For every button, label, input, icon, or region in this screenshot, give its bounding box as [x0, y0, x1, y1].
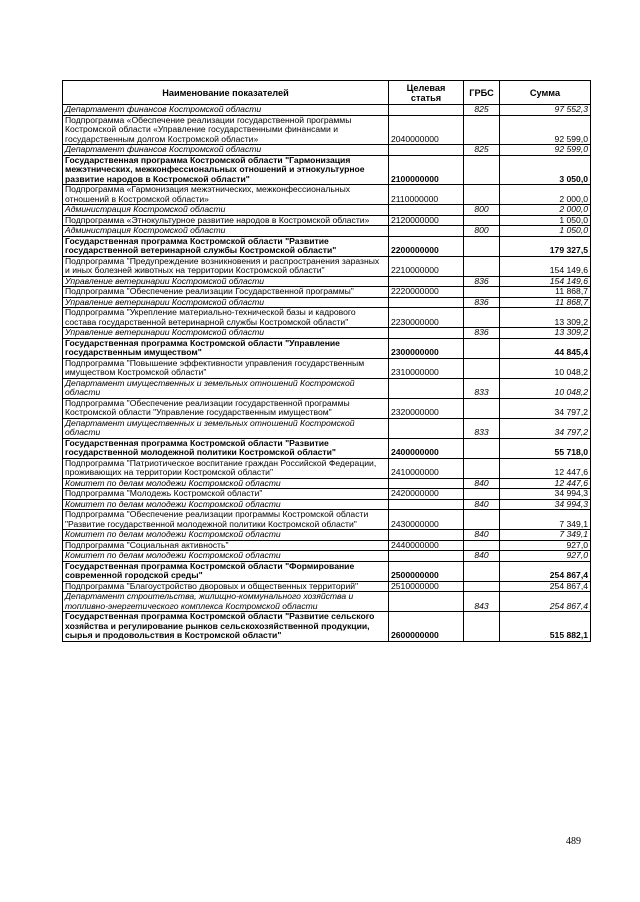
cell-code: [389, 551, 464, 562]
table-row: [63, 499, 591, 510]
cell-grbs: [464, 581, 500, 592]
cell-grbs: 800: [464, 205, 500, 216]
cell-code: [389, 592, 464, 612]
cell-code: [389, 205, 464, 216]
cell-sum: 11 868,7: [500, 287, 591, 298]
table-row: [63, 458, 591, 478]
table-row: [63, 581, 591, 592]
cell-sum: 1 050,0: [500, 226, 591, 237]
cell-grbs: [464, 236, 500, 256]
cell-sum: 34 797,2: [500, 418, 591, 438]
cell-sum: 2 000,0: [500, 205, 591, 216]
cell-name: Комитет по делам молодежи Костромской области: [63, 551, 389, 562]
cell-name: Департамент финансов Костромской области: [63, 105, 389, 116]
table-row: [63, 276, 591, 287]
table-row: [63, 185, 591, 205]
cell-grbs: [464, 612, 500, 642]
cell-grbs: 840: [464, 478, 500, 489]
cell-code: [389, 418, 464, 438]
cell-grbs: [464, 510, 500, 530]
cell-name: Государственная программа Костромской области "Формирование современной городской среды": [63, 561, 389, 581]
table-row: [63, 551, 591, 562]
cell-name: Подпрограмма "Предупреждение возникновения и распространения заразных и иных болезней животных на территории Костромской области": [63, 256, 389, 276]
cell-name: Департамент финансов Костромской области: [63, 145, 389, 156]
cell-grbs: 840: [464, 530, 500, 541]
cell-code: [389, 478, 464, 489]
table-row: [63, 489, 591, 500]
table-row: [63, 540, 591, 551]
cell-name: Подпрограмма "Укрепление материально-технической базы и кадрового состава государственной ветеринарной службы Костромской области": [63, 308, 389, 328]
cell-sum: 55 718,0: [500, 438, 591, 458]
cell-sum: 12 447,6: [500, 478, 591, 489]
cell-name: Комитет по делам молодежи Костромской области: [63, 530, 389, 541]
cell-code: 2300000000: [389, 338, 464, 358]
cell-grbs: 843: [464, 592, 500, 612]
cell-grbs: [464, 398, 500, 418]
table-row: [63, 105, 591, 116]
table-row: [63, 205, 591, 216]
cell-sum: 154 149,6: [500, 276, 591, 287]
cell-name: Комитет по делам молодежи Костромской области: [63, 478, 389, 489]
cell-name: Подпрограмма «Гармонизация межэтнических, межконфессиональных отношений в Костромской области»: [63, 185, 389, 205]
table-row: [63, 510, 591, 530]
cell-sum: 254 867,4: [500, 581, 591, 592]
table-row: [63, 438, 591, 458]
cell-sum: 7 349,1: [500, 510, 591, 530]
table-row: [63, 612, 591, 642]
cell-code: 2320000000: [389, 398, 464, 418]
cell-grbs: [464, 287, 500, 298]
table-row: [63, 308, 591, 328]
cell-sum: 92 599,0: [500, 145, 591, 156]
cell-grbs: [464, 185, 500, 205]
cell-code: 2510000000: [389, 581, 464, 592]
cell-sum: 13 309,2: [500, 328, 591, 339]
cell-code: 2410000000: [389, 458, 464, 478]
table-row: [63, 592, 591, 612]
cell-sum: 154 149,6: [500, 256, 591, 276]
cell-grbs: [464, 561, 500, 581]
cell-sum: 10 048,2: [500, 378, 591, 398]
page-number: 489: [566, 836, 581, 847]
cell-name: Государственная программа Костромской области "Развитие сельского хозяйства и регулирование рынков сельскохозяйственной продукции, сырья и продовольствия в Костромской области": [63, 612, 389, 642]
cell-code: 2600000000: [389, 612, 464, 642]
table-header: [63, 81, 591, 105]
cell-grbs: [464, 308, 500, 328]
header-row: [63, 81, 591, 105]
cell-name: Подпрограмма "Благоустройство дворовых и общественных территорий": [63, 581, 389, 592]
cell-sum: 3 050,0: [500, 155, 591, 185]
cell-grbs: 833: [464, 418, 500, 438]
cell-code: 2100000000: [389, 155, 464, 185]
cell-code: 2310000000: [389, 358, 464, 378]
cell-code: [389, 530, 464, 541]
cell-sum: 2 000,0: [500, 185, 591, 205]
cell-sum: 97 552,3: [500, 105, 591, 116]
cell-code: 2110000000: [389, 185, 464, 205]
cell-grbs: [464, 115, 500, 145]
cell-name: Государственная программа Костромской области "Развитие государственной молодежной политики Костромской области": [63, 438, 389, 458]
budget-table: [62, 80, 591, 642]
table-row: [63, 338, 591, 358]
cell-grbs: [464, 338, 500, 358]
table-row: [63, 328, 591, 339]
cell-name: Департамент имущественных и земельных отношений Костромской области: [63, 418, 389, 438]
cell-sum: 92 599,0: [500, 115, 591, 145]
cell-grbs: [464, 489, 500, 500]
cell-code: 2400000000: [389, 438, 464, 458]
table-row: [63, 561, 591, 581]
table-row: [63, 530, 591, 541]
cell-code: 2220000000: [389, 287, 464, 298]
cell-code: [389, 378, 464, 398]
cell-sum: 34 994,3: [500, 489, 591, 500]
cell-grbs: [464, 458, 500, 478]
cell-name: Подпрограмма "Обеспечение реализации Государственной программы": [63, 287, 389, 298]
cell-grbs: [464, 438, 500, 458]
table-row: [63, 418, 591, 438]
cell-name: Комитет по делам молодежи Костромской области: [63, 499, 389, 510]
table-row: [63, 145, 591, 156]
cell-name: Подпрограмма «Обеспечение реализации государственной программы Костромской области «Управление государственными финансами и государственным долгом Костромской области»: [63, 115, 389, 145]
cell-sum: 1 050,0: [500, 215, 591, 226]
cell-sum: 515 882,1: [500, 612, 591, 642]
cell-name: Департамент имущественных и земельных отношений Костромской области: [63, 378, 389, 398]
table-row: [63, 398, 591, 418]
cell-name: Государственная программа Костромской области "Управление государственным имуществом": [63, 338, 389, 358]
table-row: [63, 378, 591, 398]
header-name: Наименование показателей: [63, 81, 389, 105]
cell-code: [389, 226, 464, 237]
cell-name: Администрация Костромской области: [63, 226, 389, 237]
cell-sum: 254 867,4: [500, 561, 591, 581]
header-sum: Сумма: [500, 81, 591, 105]
table-row: [63, 358, 591, 378]
cell-sum: 927,0: [500, 551, 591, 562]
cell-code: 2500000000: [389, 561, 464, 581]
cell-sum: 927,0: [500, 540, 591, 551]
cell-code: [389, 297, 464, 308]
cell-sum: 12 447,6: [500, 458, 591, 478]
cell-code: 2120000000: [389, 215, 464, 226]
cell-code: 2420000000: [389, 489, 464, 500]
table-row: [63, 297, 591, 308]
cell-grbs: 836: [464, 297, 500, 308]
cell-code: 2440000000: [389, 540, 464, 551]
cell-grbs: 840: [464, 499, 500, 510]
cell-name: Подпрограмма "Молодежь Костромской области": [63, 489, 389, 500]
cell-name: Подпрограмма "Обеспечение реализации программы Костромской области "Развитие государственной молодежной политики Костромской области": [63, 510, 389, 530]
cell-sum: 34 994,3: [500, 499, 591, 510]
cell-code: 2210000000: [389, 256, 464, 276]
cell-sum: 11 868,7: [500, 297, 591, 308]
cell-name: Подпрограмма "Патриотическое воспитание граждан Российской Федерации, проживающих на территории Костромской области": [63, 458, 389, 478]
cell-code: [389, 276, 464, 287]
table-row: [63, 256, 591, 276]
cell-name: Подпрограмма "Повышение эффективности управления государственным имуществом Костромской области": [63, 358, 389, 378]
cell-grbs: [464, 155, 500, 185]
table-row: [63, 478, 591, 489]
cell-name: Государственная программа Костромской области "Развитие государственной ветеринарной службы Костромской области": [63, 236, 389, 256]
cell-name: Департамент строительства, жилищно-коммунального хозяйства и топливно-энергетического комплекса Костромской области: [63, 592, 389, 612]
cell-name: Управление ветеринарии Костромской области: [63, 328, 389, 339]
header-grbs: ГРБС: [464, 81, 500, 105]
cell-sum: 13 309,2: [500, 308, 591, 328]
cell-sum: 179 327,5: [500, 236, 591, 256]
table-row: [63, 155, 591, 185]
cell-code: [389, 105, 464, 116]
table-row: [63, 215, 591, 226]
cell-sum: 44 845,4: [500, 338, 591, 358]
cell-name: Подпрограмма «Этнокультурное развитие народов в Костромской области»: [63, 215, 389, 226]
cell-code: 2200000000: [389, 236, 464, 256]
cell-code: [389, 328, 464, 339]
cell-name: Управление ветеринарии Костромской области: [63, 297, 389, 308]
table-row: [63, 236, 591, 256]
cell-grbs: [464, 540, 500, 551]
cell-sum: 254 867,4: [500, 592, 591, 612]
cell-grbs: 825: [464, 105, 500, 116]
cell-name: Подпрограмма "Обеспечение реализации государственной программы Костромской области "Управление государственным имуществом": [63, 398, 389, 418]
cell-name: Государственная программа Костромской области "Гармонизация межэтнических, межконфессиональных отношений и этнокультурное развитие народов в Костромской области": [63, 155, 389, 185]
table-row: [63, 287, 591, 298]
cell-grbs: 833: [464, 378, 500, 398]
cell-grbs: [464, 215, 500, 226]
table-body: [63, 105, 591, 642]
cell-grbs: 836: [464, 328, 500, 339]
cell-code: [389, 499, 464, 510]
cell-name: Подпрограмма "Социальная активность": [63, 540, 389, 551]
header-code: Целевая статья: [389, 81, 464, 105]
cell-grbs: 836: [464, 276, 500, 287]
cell-grbs: 800: [464, 226, 500, 237]
cell-code: 2230000000: [389, 308, 464, 328]
table-row: [63, 226, 591, 237]
cell-code: 2040000000: [389, 115, 464, 145]
cell-grbs: [464, 256, 500, 276]
cell-grbs: 840: [464, 551, 500, 562]
cell-name: Управление ветеринарии Костромской области: [63, 276, 389, 287]
cell-sum: 34 797,2: [500, 398, 591, 418]
cell-grbs: 825: [464, 145, 500, 156]
cell-grbs: [464, 358, 500, 378]
cell-code: 2430000000: [389, 510, 464, 530]
table-row: [63, 115, 591, 145]
cell-sum: 7 349,1: [500, 530, 591, 541]
cell-code: [389, 145, 464, 156]
cell-sum: 10 048,2: [500, 358, 591, 378]
cell-name: Администрация Костромской области: [63, 205, 389, 216]
